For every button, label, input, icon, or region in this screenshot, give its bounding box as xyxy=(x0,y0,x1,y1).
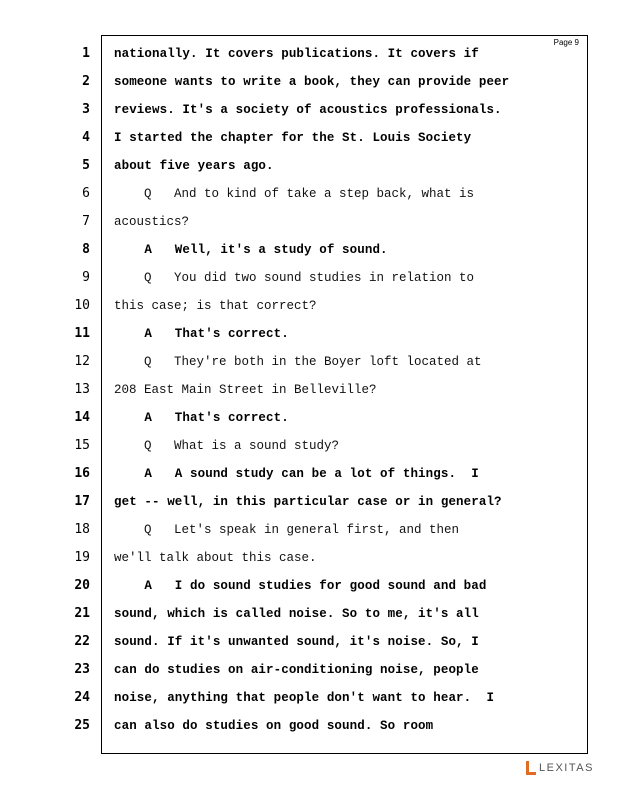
line-text: someone wants to write a book, they can provide peer xyxy=(114,75,510,89)
transcript-line xyxy=(0,488,618,516)
transcript-line xyxy=(0,684,618,712)
transcript-line xyxy=(0,348,618,376)
transcript-line xyxy=(0,96,618,124)
transcript-line xyxy=(0,544,618,572)
lexitas-logo xyxy=(526,760,594,776)
line-text: A That's correct. xyxy=(114,327,289,341)
line-text: Q Let's speak in general first, and then xyxy=(114,523,460,537)
line-text: A Well, it's a study of sound. xyxy=(114,243,388,257)
transcript-line xyxy=(0,656,618,684)
line-number: 15 xyxy=(74,438,90,453)
line-number: 1 xyxy=(82,46,90,61)
line-text: sound. If it's unwanted sound, it's noise. So, I xyxy=(114,635,479,649)
line-text: A A sound study can be a lot of things. I xyxy=(114,467,479,481)
line-text: sound, which is called noise. So to me, it's all xyxy=(114,607,479,621)
transcript-line xyxy=(0,516,618,544)
transcript-line xyxy=(0,404,618,432)
line-number: 18 xyxy=(74,522,90,537)
line-text: Q What is a sound study? xyxy=(114,439,340,453)
line-text: Q They're both in the Boyer loft located at xyxy=(114,355,482,369)
line-text: Q And to kind of take a step back, what is xyxy=(114,187,475,201)
line-text: acoustics? xyxy=(114,215,190,229)
line-number: 20 xyxy=(74,578,90,593)
line-number: 22 xyxy=(74,634,90,649)
transcript-line xyxy=(0,152,618,180)
transcript-line xyxy=(0,712,618,740)
transcript-line xyxy=(0,124,618,152)
line-text: noise, anything that people don't want to hear. I xyxy=(114,691,495,705)
line-number: 23 xyxy=(74,662,90,677)
line-text: about five years ago. xyxy=(114,159,274,173)
transcript-line xyxy=(0,208,618,236)
transcript-line xyxy=(0,628,618,656)
transcript-line xyxy=(0,600,618,628)
transcript-line xyxy=(0,40,618,68)
line-number: 24 xyxy=(74,690,90,705)
page-number-label: Page 9 xyxy=(553,38,579,47)
line-text: this case; is that correct? xyxy=(114,299,317,313)
line-number: 7 xyxy=(82,214,90,229)
line-number: 12 xyxy=(74,354,90,369)
transcript-line xyxy=(0,292,618,320)
transcript-line xyxy=(0,320,618,348)
line-text: can do studies on air-conditioning noise, people xyxy=(114,663,479,677)
line-text: can also do studies on good sound. So room xyxy=(114,719,434,733)
transcript-line xyxy=(0,572,618,600)
transcript-line xyxy=(0,264,618,292)
line-number: 10 xyxy=(74,298,90,313)
line-text: A I do sound studies for good sound and bad xyxy=(114,579,487,593)
line-text: A That's correct. xyxy=(114,411,289,425)
line-number: 3 xyxy=(82,102,90,117)
line-text: we'll talk about this case. xyxy=(114,551,317,565)
line-text: Q You did two sound studies in relation to xyxy=(114,271,475,285)
line-number: 16 xyxy=(74,466,90,481)
transcript-line xyxy=(0,236,618,264)
line-number: 5 xyxy=(82,158,90,173)
line-number: 11 xyxy=(74,326,90,341)
line-number: 2 xyxy=(82,74,90,89)
line-text: nationally. It covers publications. It covers if xyxy=(114,47,479,61)
line-number: 14 xyxy=(74,410,90,425)
transcript-line xyxy=(0,376,618,404)
line-text: I started the chapter for the St. Louis Society xyxy=(114,131,472,145)
line-number: 8 xyxy=(82,242,90,257)
line-number: 13 xyxy=(74,382,90,397)
line-text: reviews. It's a society of acoustics professionals. xyxy=(114,103,502,117)
lexitas-logo-text: LEXITAS xyxy=(539,762,594,774)
transcript-line xyxy=(0,460,618,488)
line-number: 9 xyxy=(82,270,90,285)
line-number: 21 xyxy=(74,606,90,621)
line-number: 6 xyxy=(82,186,90,201)
transcript-line xyxy=(0,180,618,208)
lexitas-logo-icon xyxy=(526,761,536,775)
line-number: 17 xyxy=(74,494,90,509)
line-number: 4 xyxy=(82,130,90,145)
line-number: 19 xyxy=(74,550,90,565)
transcript-line xyxy=(0,432,618,460)
line-number: 25 xyxy=(74,718,90,733)
line-text: get -- well, in this particular case or in general? xyxy=(114,495,502,509)
line-text: 208 East Main Street in Belleville? xyxy=(114,383,377,397)
transcript-line xyxy=(0,68,618,96)
